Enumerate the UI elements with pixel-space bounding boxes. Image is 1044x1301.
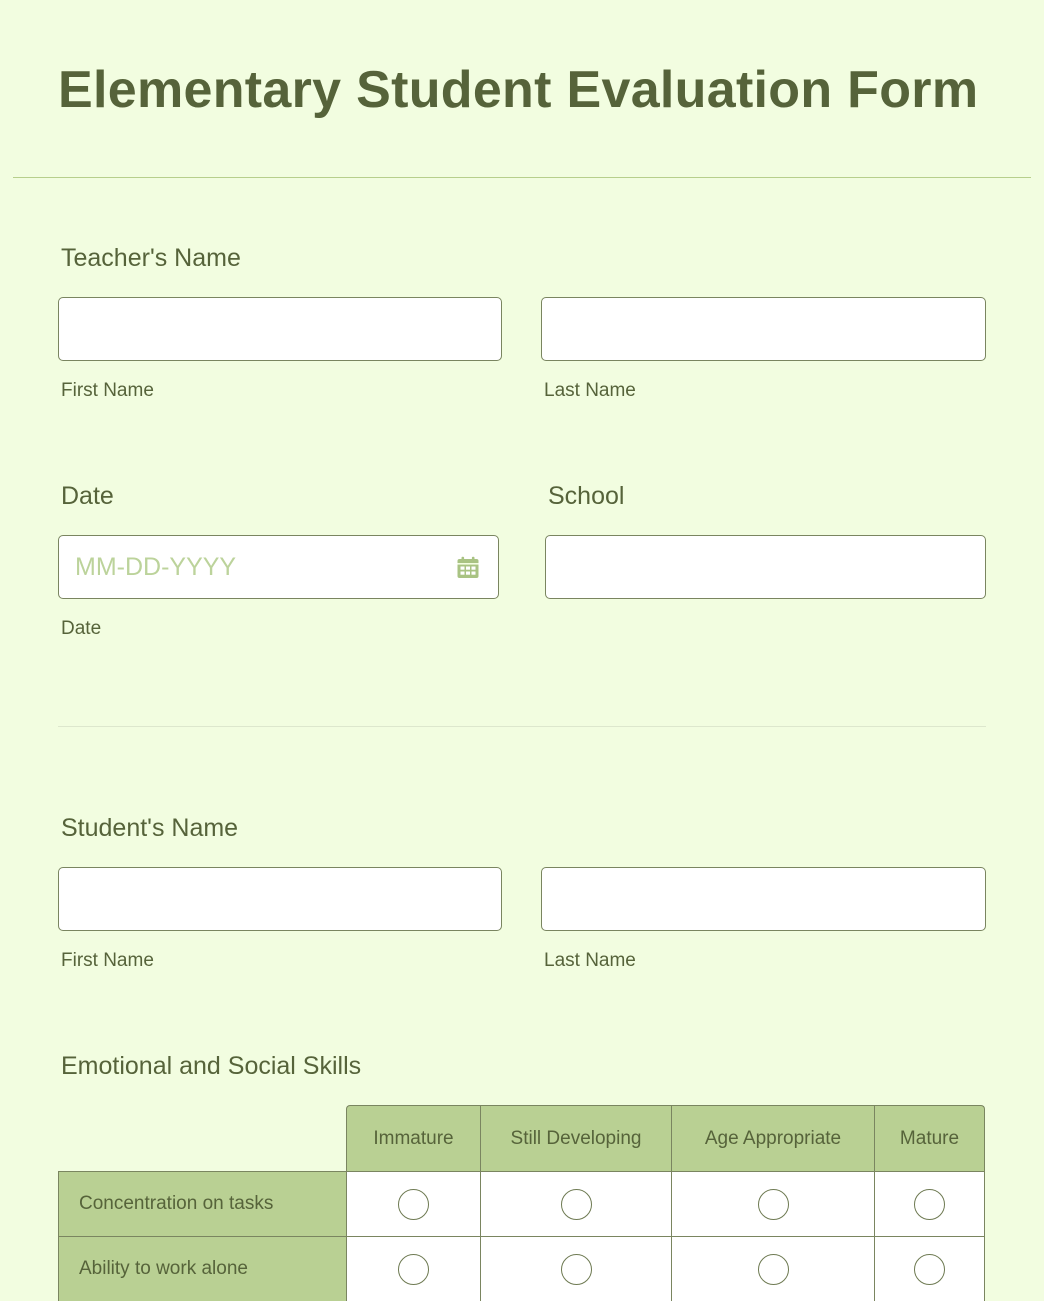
column-header-immature: Immature [346, 1105, 481, 1171]
row-header-work-alone: Ability to work alone [58, 1236, 346, 1301]
matrix-cell [875, 1171, 985, 1236]
column-header-mature: Mature [875, 1105, 985, 1171]
matrix-corner [58, 1105, 346, 1171]
student-first-name-sublabel: First Name [61, 950, 154, 971]
section-divider [58, 726, 986, 727]
student-last-name-input[interactable] [541, 867, 986, 931]
matrix-cell [346, 1236, 481, 1301]
radio-work-alone-age-appropriate[interactable] [758, 1254, 789, 1285]
radio-work-alone-mature[interactable] [914, 1254, 945, 1285]
matrix-cell [346, 1171, 481, 1236]
matrix-cell [481, 1236, 672, 1301]
student-first-name-input[interactable] [58, 867, 502, 931]
radio-concentration-mature[interactable] [914, 1189, 945, 1220]
student-last-name-sublabel: Last Name [544, 950, 636, 971]
column-header-age-appropriate: Age Appropriate [672, 1105, 875, 1171]
skills-matrix [58, 1105, 985, 1301]
date-label: Date [61, 482, 114, 510]
matrix-row [58, 1236, 985, 1301]
teacher-first-name-sublabel: First Name [61, 380, 154, 401]
matrix-cell [672, 1171, 875, 1236]
date-input[interactable] [58, 535, 499, 599]
school-label: School [548, 482, 625, 510]
column-header-still-developing: Still Developing [481, 1105, 672, 1171]
row-header-concentration: Concentration on tasks [58, 1171, 346, 1236]
teacher-name-label: Teacher's Name [61, 244, 241, 272]
form-title: Elementary Student Evaluation Form [58, 61, 979, 119]
school-input[interactable] [545, 535, 986, 599]
teacher-last-name-input[interactable] [541, 297, 986, 361]
skills-label: Emotional and Social Skills [61, 1052, 362, 1080]
radio-work-alone-still-developing[interactable] [561, 1254, 592, 1285]
radio-concentration-age-appropriate[interactable] [758, 1189, 789, 1220]
matrix-cell [672, 1236, 875, 1301]
date-sublabel: Date [61, 618, 102, 639]
calendar-icon[interactable] [456, 556, 480, 580]
teacher-last-name-sublabel: Last Name [544, 380, 636, 401]
header-divider [13, 177, 1031, 178]
teacher-first-name-input[interactable] [58, 297, 502, 361]
radio-concentration-still-developing[interactable] [561, 1189, 592, 1220]
radio-work-alone-immature[interactable] [398, 1254, 429, 1285]
matrix-cell [481, 1171, 672, 1236]
radio-concentration-immature[interactable] [398, 1189, 429, 1220]
student-name-label: Student's Name [61, 814, 239, 842]
matrix-row [58, 1171, 985, 1236]
matrix-cell [875, 1236, 985, 1301]
